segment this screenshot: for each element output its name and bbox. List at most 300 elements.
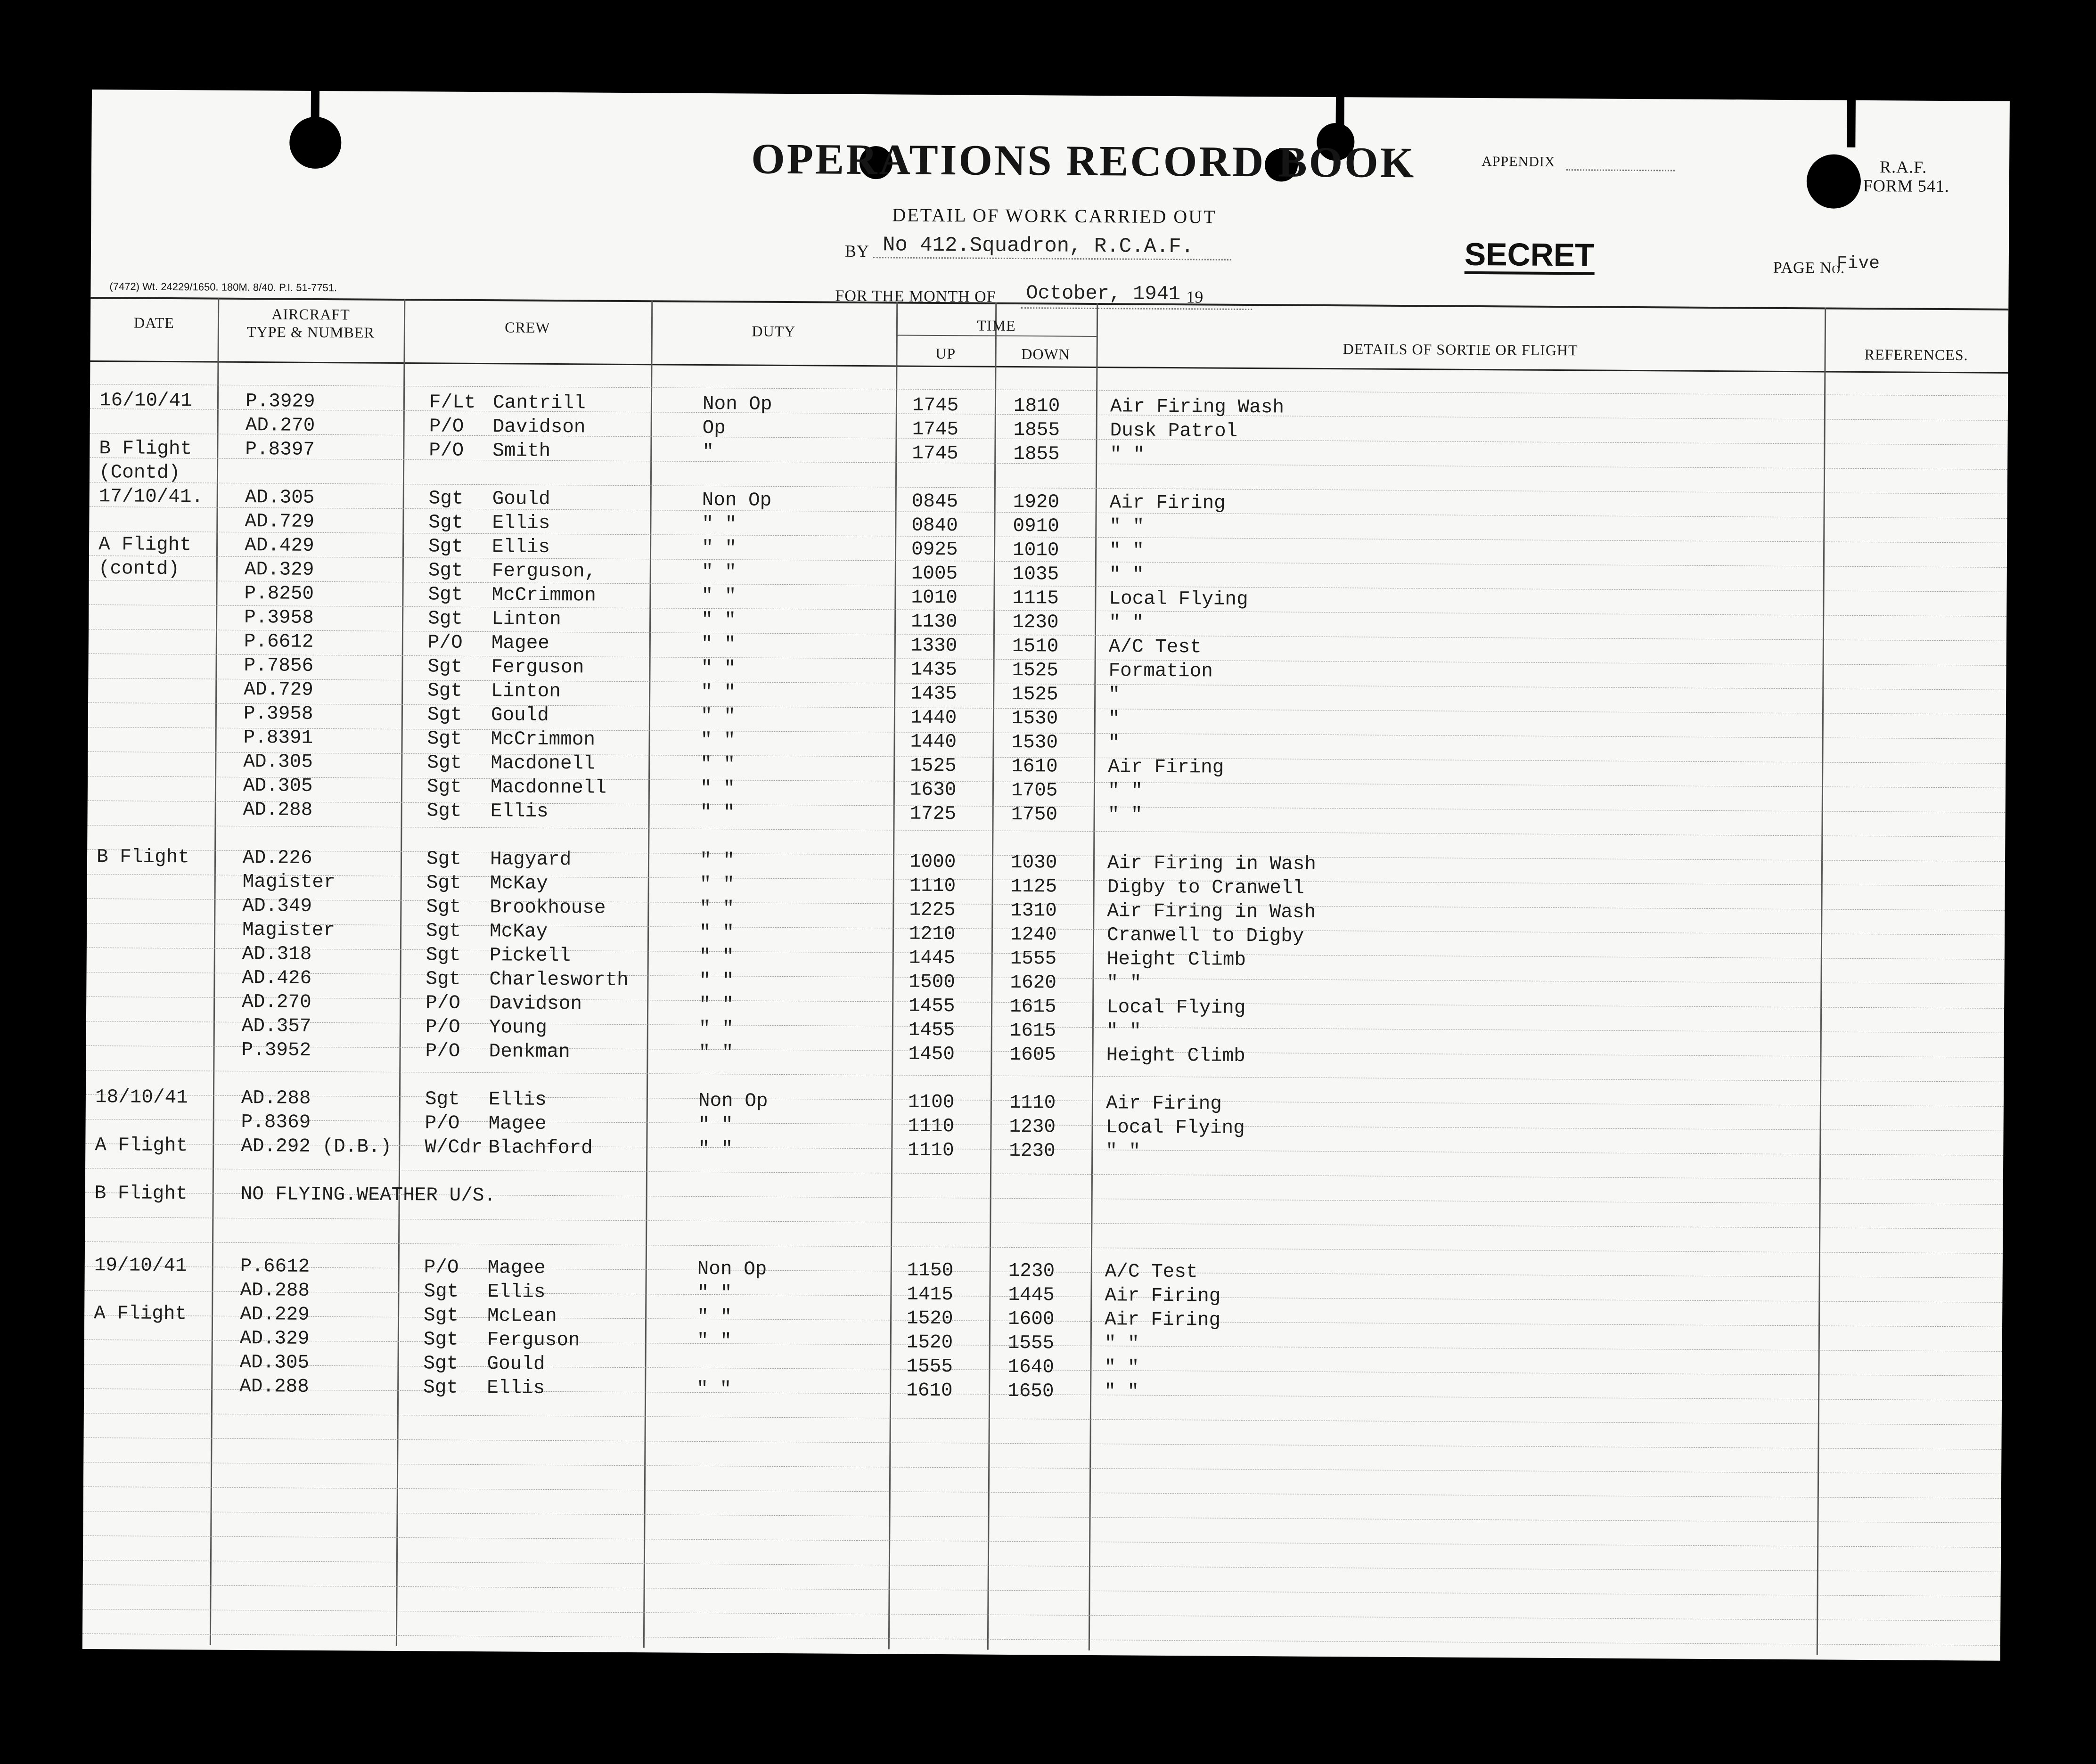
cell-aircraft: P.3958 — [243, 702, 313, 725]
cell-name: McCrimmon — [491, 584, 597, 607]
col-time-down: DOWN — [1021, 345, 1070, 363]
cell-aircraft: P.6612 — [240, 1255, 310, 1278]
cell-down: 1445 — [1008, 1284, 1055, 1307]
cell-up: 1745 — [912, 442, 958, 465]
by-label: BY — [844, 241, 870, 261]
cell-aircraft: AD.270 — [245, 415, 315, 437]
cell-aircraft: AD.305 — [243, 751, 313, 773]
cell-aircraft: P.6612 — [244, 630, 314, 653]
cell-name: Hagyard — [490, 849, 572, 871]
cell-name: Ellis — [488, 1089, 547, 1111]
cell-aircraft: P.3952 — [241, 1039, 311, 1062]
cell-aircraft: AD.729 — [245, 510, 315, 533]
cell-up: 1010 — [911, 587, 958, 609]
cell-up: 1435 — [910, 659, 958, 681]
squadron-name: No 412.Squadron, R.C.A.F. — [882, 233, 1194, 259]
cell-rank: Sgt — [426, 896, 461, 918]
cell-up: 0845 — [911, 490, 958, 513]
cell-details: " " — [1108, 612, 1144, 634]
cell-details: Air Firing — [1105, 1285, 1221, 1307]
cell-rank: Sgt — [428, 560, 463, 582]
cell-aircraft: AD.305 — [245, 487, 315, 509]
cell-name: Blachford — [488, 1137, 593, 1160]
month-label: FOR THE MONTH OF — [835, 287, 996, 306]
cell-details: " " — [1104, 1333, 1139, 1355]
cell-rank: P/O — [425, 1016, 460, 1038]
cell-name: Magee — [488, 1113, 547, 1135]
ruled-line — [86, 1070, 2004, 1082]
cell-down: 1035 — [1012, 563, 1059, 586]
cell-up: 1500 — [909, 971, 956, 994]
cell-details: Local Flying — [1105, 1117, 1245, 1139]
cell-name: Ferguson, — [491, 560, 597, 583]
crew-column-border — [643, 300, 653, 1648]
ruled-line — [85, 1241, 2003, 1254]
cell-down: 1010 — [1012, 539, 1059, 562]
cell-details: " " — [1109, 516, 1145, 538]
cell-details: " " — [1109, 540, 1145, 562]
appendix-label: APPENDIX — [1482, 154, 1556, 170]
cell-duty: Non Op — [697, 1258, 767, 1281]
cell-duty: Non Op — [702, 393, 772, 416]
cell-name: Denkman — [489, 1041, 570, 1063]
cell-duty: " " — [699, 874, 735, 896]
cell-duty: Non Op — [698, 1090, 768, 1112]
cell-down: 1750 — [1011, 803, 1058, 826]
cell-up: 1745 — [912, 394, 959, 417]
cell-aircraft: P.8250 — [244, 582, 314, 605]
cell-down: 1530 — [1011, 731, 1058, 754]
year-suffix: 19 — [1186, 287, 1204, 307]
cell-rank: Sgt — [428, 608, 463, 630]
cell-down: 1705 — [1011, 779, 1058, 802]
cell-down: 1230 — [1009, 1140, 1056, 1162]
cell-aircraft: P.8391 — [243, 727, 313, 749]
cell-down: 1605 — [1009, 1044, 1056, 1066]
secret-stamp: SECRET — [1465, 238, 1595, 275]
cell-details: " " — [1104, 1381, 1139, 1403]
ruled-line — [83, 1560, 2001, 1572]
cell-name: Ellis — [487, 1281, 546, 1303]
cell-duty: " " — [700, 705, 736, 728]
cell-up: 0925 — [911, 539, 958, 561]
cell-aircraft: Magister — [242, 871, 336, 894]
cell-details: " " — [1106, 972, 1142, 995]
cell-down: 1610 — [1011, 755, 1058, 778]
cell-duty: " " — [698, 1138, 733, 1160]
cell-rank: Sgt — [427, 752, 462, 774]
cell-duty: " " — [698, 1018, 734, 1040]
cell-down: 1810 — [1013, 395, 1060, 417]
form-541-sheet — [82, 90, 2010, 1661]
cell-down: 1615 — [1010, 996, 1056, 1018]
cell-up: 1445 — [909, 947, 956, 970]
cell-name: McLean — [487, 1305, 557, 1328]
cell-up: 1415 — [907, 1283, 953, 1306]
cell-details: " — [1108, 684, 1120, 706]
cell-date: B Flight — [96, 846, 190, 869]
cell-aircraft: P.3929 — [245, 391, 315, 413]
cell-down: 1920 — [1013, 491, 1060, 514]
ruled-line — [82, 1609, 2000, 1621]
date-column-border — [210, 298, 219, 1645]
cell-name: McKay — [490, 873, 548, 895]
cell-down: 1620 — [1010, 972, 1057, 994]
cell-details: Local Flying — [1106, 996, 1246, 1019]
cell-up: 1455 — [908, 1019, 955, 1042]
cell-name: Linton — [491, 608, 561, 631]
cell-date: B Flight — [99, 438, 192, 460]
cell-up: 1555 — [906, 1356, 953, 1378]
cell-up: 1150 — [907, 1259, 954, 1282]
cell-details: " — [1108, 732, 1120, 754]
cell-rank: P/O — [425, 1112, 460, 1135]
ruled-line — [83, 1511, 2001, 1523]
cell-name: Pickell — [489, 945, 571, 967]
col-aircraft: AIRCRAFT TYPE & NUMBER — [246, 305, 375, 342]
cell-up: 1525 — [910, 755, 957, 777]
cell-aircraft: AD.426 — [242, 967, 312, 989]
cell-up: 1520 — [906, 1307, 953, 1330]
cell-details: Air Firing — [1104, 1309, 1221, 1331]
cell-rank: P/O — [424, 1257, 459, 1279]
cell-up: 1225 — [909, 899, 956, 922]
cell-duty: " " — [701, 681, 736, 704]
cell-duty: " " — [699, 970, 734, 992]
form-title: OPERATIONS RECORD BOOK — [751, 134, 1416, 187]
col-details: DETAILS OF SORTIE OR FLIGHT — [1343, 340, 1578, 359]
cell-details: " " — [1106, 1021, 1141, 1043]
cell-duty: " " — [701, 633, 736, 656]
cell-up: 1130 — [910, 611, 958, 633]
cell-details: " " — [1107, 804, 1143, 826]
binder-hole — [289, 117, 342, 169]
cell-name: Gould — [492, 488, 550, 510]
cell-name: Linton — [491, 680, 561, 703]
cell-duty: " " — [697, 1282, 732, 1305]
ruled-line — [83, 1535, 2001, 1548]
cell-date: B Flight — [94, 1183, 188, 1205]
raf-label: R.A.F. — [1879, 157, 1927, 177]
cell-rank: Sgt — [424, 1281, 459, 1303]
cell-rank: Sgt — [428, 512, 464, 534]
cell-rank: Sgt — [426, 800, 462, 822]
cell-rank: Sgt — [427, 704, 462, 726]
cell-details: Air Firing — [1105, 1093, 1222, 1115]
cell-duty: Non Op — [702, 489, 772, 512]
ruled-line — [85, 1217, 2003, 1229]
cell-duty: " " — [698, 1042, 734, 1064]
cell-rank: Sgt — [425, 1088, 460, 1111]
cell-rank: F/Lt — [429, 392, 476, 414]
cell-rank: Sgt — [426, 848, 461, 870]
cell-down: 1110 — [1009, 1092, 1056, 1114]
print-code: (7472) Wt. 24229/1650. 180M. 8/40. P.I. 51-7751. — [109, 280, 337, 294]
cell-details: " " — [1109, 564, 1144, 586]
cell-duty: " " — [699, 946, 734, 968]
cell-up: 1455 — [909, 995, 955, 1018]
cell-down: 1115 — [1012, 587, 1059, 610]
form-number: FORM 541. — [1863, 176, 1949, 196]
cell-up: 1630 — [909, 779, 957, 801]
cell-name: Davidson — [489, 993, 582, 1015]
cell-rank: P/O — [429, 416, 464, 438]
cell-name: Gould — [487, 1353, 545, 1375]
cell-down: 1555 — [1010, 947, 1057, 970]
cell-duty: " " — [699, 849, 735, 872]
ruled-line — [87, 825, 2005, 837]
cell-details: Digby to Cranwell — [1107, 876, 1305, 899]
cell-date: 19/10/41 — [94, 1255, 187, 1277]
cell-aircraft: Magister — [242, 919, 336, 942]
cell-up: 1110 — [908, 1115, 955, 1138]
form-subtitle: DETAIL OF WORK CARRIED OUT — [892, 204, 1217, 228]
cell-details: Dusk Patrol — [1110, 420, 1238, 442]
cell-name: Magee — [491, 632, 550, 654]
cell-aircraft: AD.357 — [241, 1015, 311, 1037]
cell-rank: Sgt — [427, 680, 463, 702]
cell-duty: " " — [700, 729, 736, 752]
cell-aircraft: AD.288 — [240, 1279, 310, 1302]
cell-rank: Sgt — [426, 944, 461, 966]
cell-aircraft: AD.305 — [243, 775, 313, 797]
cell-date: A Flight — [98, 534, 192, 556]
cell-rank: Sgt — [423, 1353, 458, 1375]
cell-aircraft: AD.229 — [239, 1303, 310, 1326]
cell-down: 1230 — [1012, 611, 1059, 634]
cell-name: Ellis — [492, 512, 550, 534]
ruled-line — [82, 1633, 2000, 1646]
cell-aircraft: AD.270 — [242, 991, 311, 1013]
cell-down: 1030 — [1010, 851, 1057, 874]
cell-date: (contd) — [98, 558, 180, 580]
cell-details: Local Flying — [1109, 588, 1248, 611]
cell-down: 1125 — [1010, 875, 1057, 898]
cell-up: 1330 — [910, 635, 958, 657]
cell-duty: " " — [698, 1114, 733, 1136]
binder-tab — [1847, 96, 1856, 147]
cell-date: A Flight — [93, 1303, 187, 1325]
cell-details: Air Firing in Wash — [1107, 852, 1317, 875]
cell-duty: Op — [702, 417, 726, 440]
cell-rank: Sgt — [428, 536, 464, 558]
cell-duty: " " — [696, 1306, 732, 1329]
cell-down: 1855 — [1013, 419, 1060, 441]
cell-name: Smith — [492, 440, 551, 462]
cell-up: 1100 — [908, 1091, 955, 1114]
cell-aircraft: AD.226 — [242, 847, 312, 869]
cell-rank: P/O — [426, 992, 461, 1014]
col-date: DATE — [133, 314, 174, 332]
cell-down: 1525 — [1012, 683, 1058, 706]
cell-name: Davidson — [492, 416, 586, 439]
cell-up: 1210 — [909, 923, 956, 946]
cell-aircraft: AD.305 — [239, 1351, 310, 1374]
cell-up: 1435 — [910, 683, 957, 705]
cell-rank: Sgt — [426, 920, 461, 942]
operations-table — [82, 297, 2008, 1656]
cell-duty: " " — [696, 1378, 732, 1401]
cell-name: Ellis — [491, 536, 550, 558]
cell-aircraft: P.8397 — [245, 439, 315, 461]
cell-down: 1525 — [1012, 659, 1059, 682]
cell-name: Young — [489, 1017, 548, 1039]
col-time-up: UP — [935, 344, 956, 362]
cell-rank: Sgt — [426, 776, 462, 798]
cell-aircraft: AD.349 — [242, 895, 312, 917]
cell-down: 0910 — [1013, 515, 1059, 538]
cell-date: A Flight — [95, 1135, 188, 1157]
cell-down: 1855 — [1013, 443, 1060, 466]
cell-aircraft: P.3958 — [244, 606, 314, 629]
cell-duty: " — [702, 441, 714, 464]
ruled-line — [84, 1413, 2002, 1425]
cell-up: 1520 — [906, 1331, 953, 1354]
cell-aircraft: NO FLYING.WEATHER U/S. — [240, 1183, 496, 1207]
cell-aircraft: AD.329 — [239, 1327, 310, 1350]
cell-name: Macdonell — [491, 752, 595, 775]
binder-hole — [1807, 154, 1861, 209]
col-duty: DUTY — [752, 322, 796, 340]
cell-details: " " — [1105, 1141, 1141, 1163]
cell-rank: W/Cdr — [425, 1136, 483, 1159]
cell-up: 1005 — [911, 563, 958, 585]
cell-aircraft: AD.288 — [241, 1087, 311, 1110]
cell-duty: " " — [701, 609, 737, 632]
cell-down: 1530 — [1011, 707, 1058, 730]
cell-name: Cantrill — [492, 392, 586, 415]
cell-duty: " " — [700, 777, 735, 800]
cell-up: 1110 — [909, 875, 956, 898]
cell-aircraft: AD.288 — [243, 799, 313, 821]
cell-details: Height Climb — [1106, 948, 1246, 971]
cell-rank: Sgt — [423, 1329, 458, 1351]
cell-rank: Sgt — [426, 968, 461, 990]
cell-aircraft: AD.288 — [239, 1375, 309, 1398]
cell-rank: P/O — [425, 1040, 460, 1062]
cell-details: A/C Test — [1105, 1261, 1198, 1283]
cell-details: Air Firing — [1109, 492, 1226, 514]
cell-duty: " " — [699, 898, 735, 920]
cell-details: Air Firing — [1108, 756, 1224, 779]
cell-duty: " " — [701, 585, 737, 608]
col-references: REFERENCES. — [1864, 345, 1968, 364]
duty-column-border — [888, 302, 898, 1649]
cell-name: Macdonnell — [490, 776, 607, 799]
cell-duty: " " — [701, 537, 737, 560]
cell-duty: " " — [701, 561, 737, 584]
cell-name: Ferguson — [487, 1329, 580, 1352]
cell-name: Brookhouse — [490, 897, 606, 919]
cell-details: Cranwell to Digby — [1106, 924, 1304, 947]
cell-duty: " " — [701, 657, 736, 680]
cell-down: 1650 — [1007, 1380, 1054, 1403]
cell-down: 1640 — [1007, 1356, 1055, 1379]
details-column-border — [1817, 307, 1826, 1655]
page-number: Five — [1836, 253, 1880, 274]
cell-up: 1440 — [910, 731, 957, 753]
cell-down: 1240 — [1010, 923, 1057, 946]
cell-down: 1510 — [1012, 635, 1059, 658]
ruled-line — [84, 1437, 2002, 1450]
cell-duty: " " — [699, 922, 735, 944]
month-value: October, 1941 — [1026, 282, 1181, 306]
cell-duty: " " — [699, 994, 734, 1016]
cell-rank: P/O — [427, 632, 463, 654]
cell-name: Charlesworth — [489, 969, 629, 991]
cell-aircraft: AD.429 — [244, 534, 314, 557]
cell-up: 1440 — [910, 707, 957, 729]
col-crew: CREW — [505, 318, 550, 336]
cell-details: Formation — [1108, 660, 1213, 683]
cell-details: " " — [1104, 1357, 1139, 1379]
cell-down: 1230 — [1008, 1260, 1055, 1282]
cell-rank: Sgt — [428, 584, 463, 606]
cell-down: 1230 — [1009, 1116, 1056, 1138]
cell-date: 18/10/41 — [95, 1086, 188, 1109]
cell-name: Gould — [491, 704, 549, 727]
cell-rank: Sgt — [423, 1377, 458, 1399]
page-label: PAGE No. — [1773, 259, 1845, 277]
cell-name: Ellis — [487, 1377, 545, 1399]
cell-rank: Sgt — [426, 872, 461, 894]
cell-aircraft: P.8369 — [241, 1111, 311, 1134]
ruled-line — [83, 1462, 2001, 1474]
aircraft-column-border — [396, 299, 405, 1646]
cell-up: 1450 — [908, 1043, 955, 1066]
cell-details: Air Firing Wash — [1110, 396, 1285, 419]
cell-date: 17/10/41. — [98, 486, 204, 508]
cell-aircraft: P.7856 — [244, 654, 314, 677]
cell-duty: " " — [700, 801, 735, 824]
time-column-border — [1089, 303, 1098, 1650]
ruled-line — [83, 1584, 2001, 1597]
cell-rank: Sgt — [423, 1305, 459, 1327]
cell-date: (Contd) — [98, 462, 180, 484]
ruled-line — [85, 1168, 2003, 1180]
cell-down: 1600 — [1007, 1308, 1055, 1331]
cell-name: Magee — [487, 1257, 546, 1279]
cell-details: A/C Test — [1108, 636, 1202, 659]
col-time: TIME — [977, 317, 1016, 334]
cell-aircraft: AD.729 — [244, 678, 313, 701]
cell-aircraft: AD.329 — [244, 558, 314, 581]
ruled-line — [90, 384, 2008, 396]
cell-up: 1745 — [912, 418, 959, 441]
time-split-border — [987, 302, 997, 1650]
cell-up: 1725 — [909, 803, 957, 825]
cell-duty: " " — [696, 1330, 732, 1353]
cell-details: " " — [1107, 780, 1143, 802]
cell-up: 1610 — [906, 1380, 953, 1402]
ruled-line — [83, 1486, 2001, 1499]
cell-down: 1310 — [1010, 899, 1057, 922]
cell-details: " " — [1110, 444, 1145, 466]
cell-date: 16/10/41 — [99, 390, 192, 412]
cell-down: 1615 — [1009, 1020, 1056, 1042]
cell-details: " — [1108, 708, 1120, 730]
cell-name: Ferguson — [491, 656, 584, 679]
cell-name: McCrimmon — [491, 728, 596, 751]
cell-aircraft: AD.292 (D.B.) — [241, 1135, 392, 1158]
cell-details: Air Firing in Wash — [1107, 900, 1316, 923]
cell-aircraft: AD.318 — [242, 943, 312, 965]
cell-rank: P/O — [429, 440, 464, 462]
cell-up: 1110 — [908, 1139, 954, 1162]
cell-rank: Sgt — [428, 488, 464, 510]
cell-duty: " " — [700, 753, 736, 776]
cell-duty: " " — [702, 513, 737, 536]
